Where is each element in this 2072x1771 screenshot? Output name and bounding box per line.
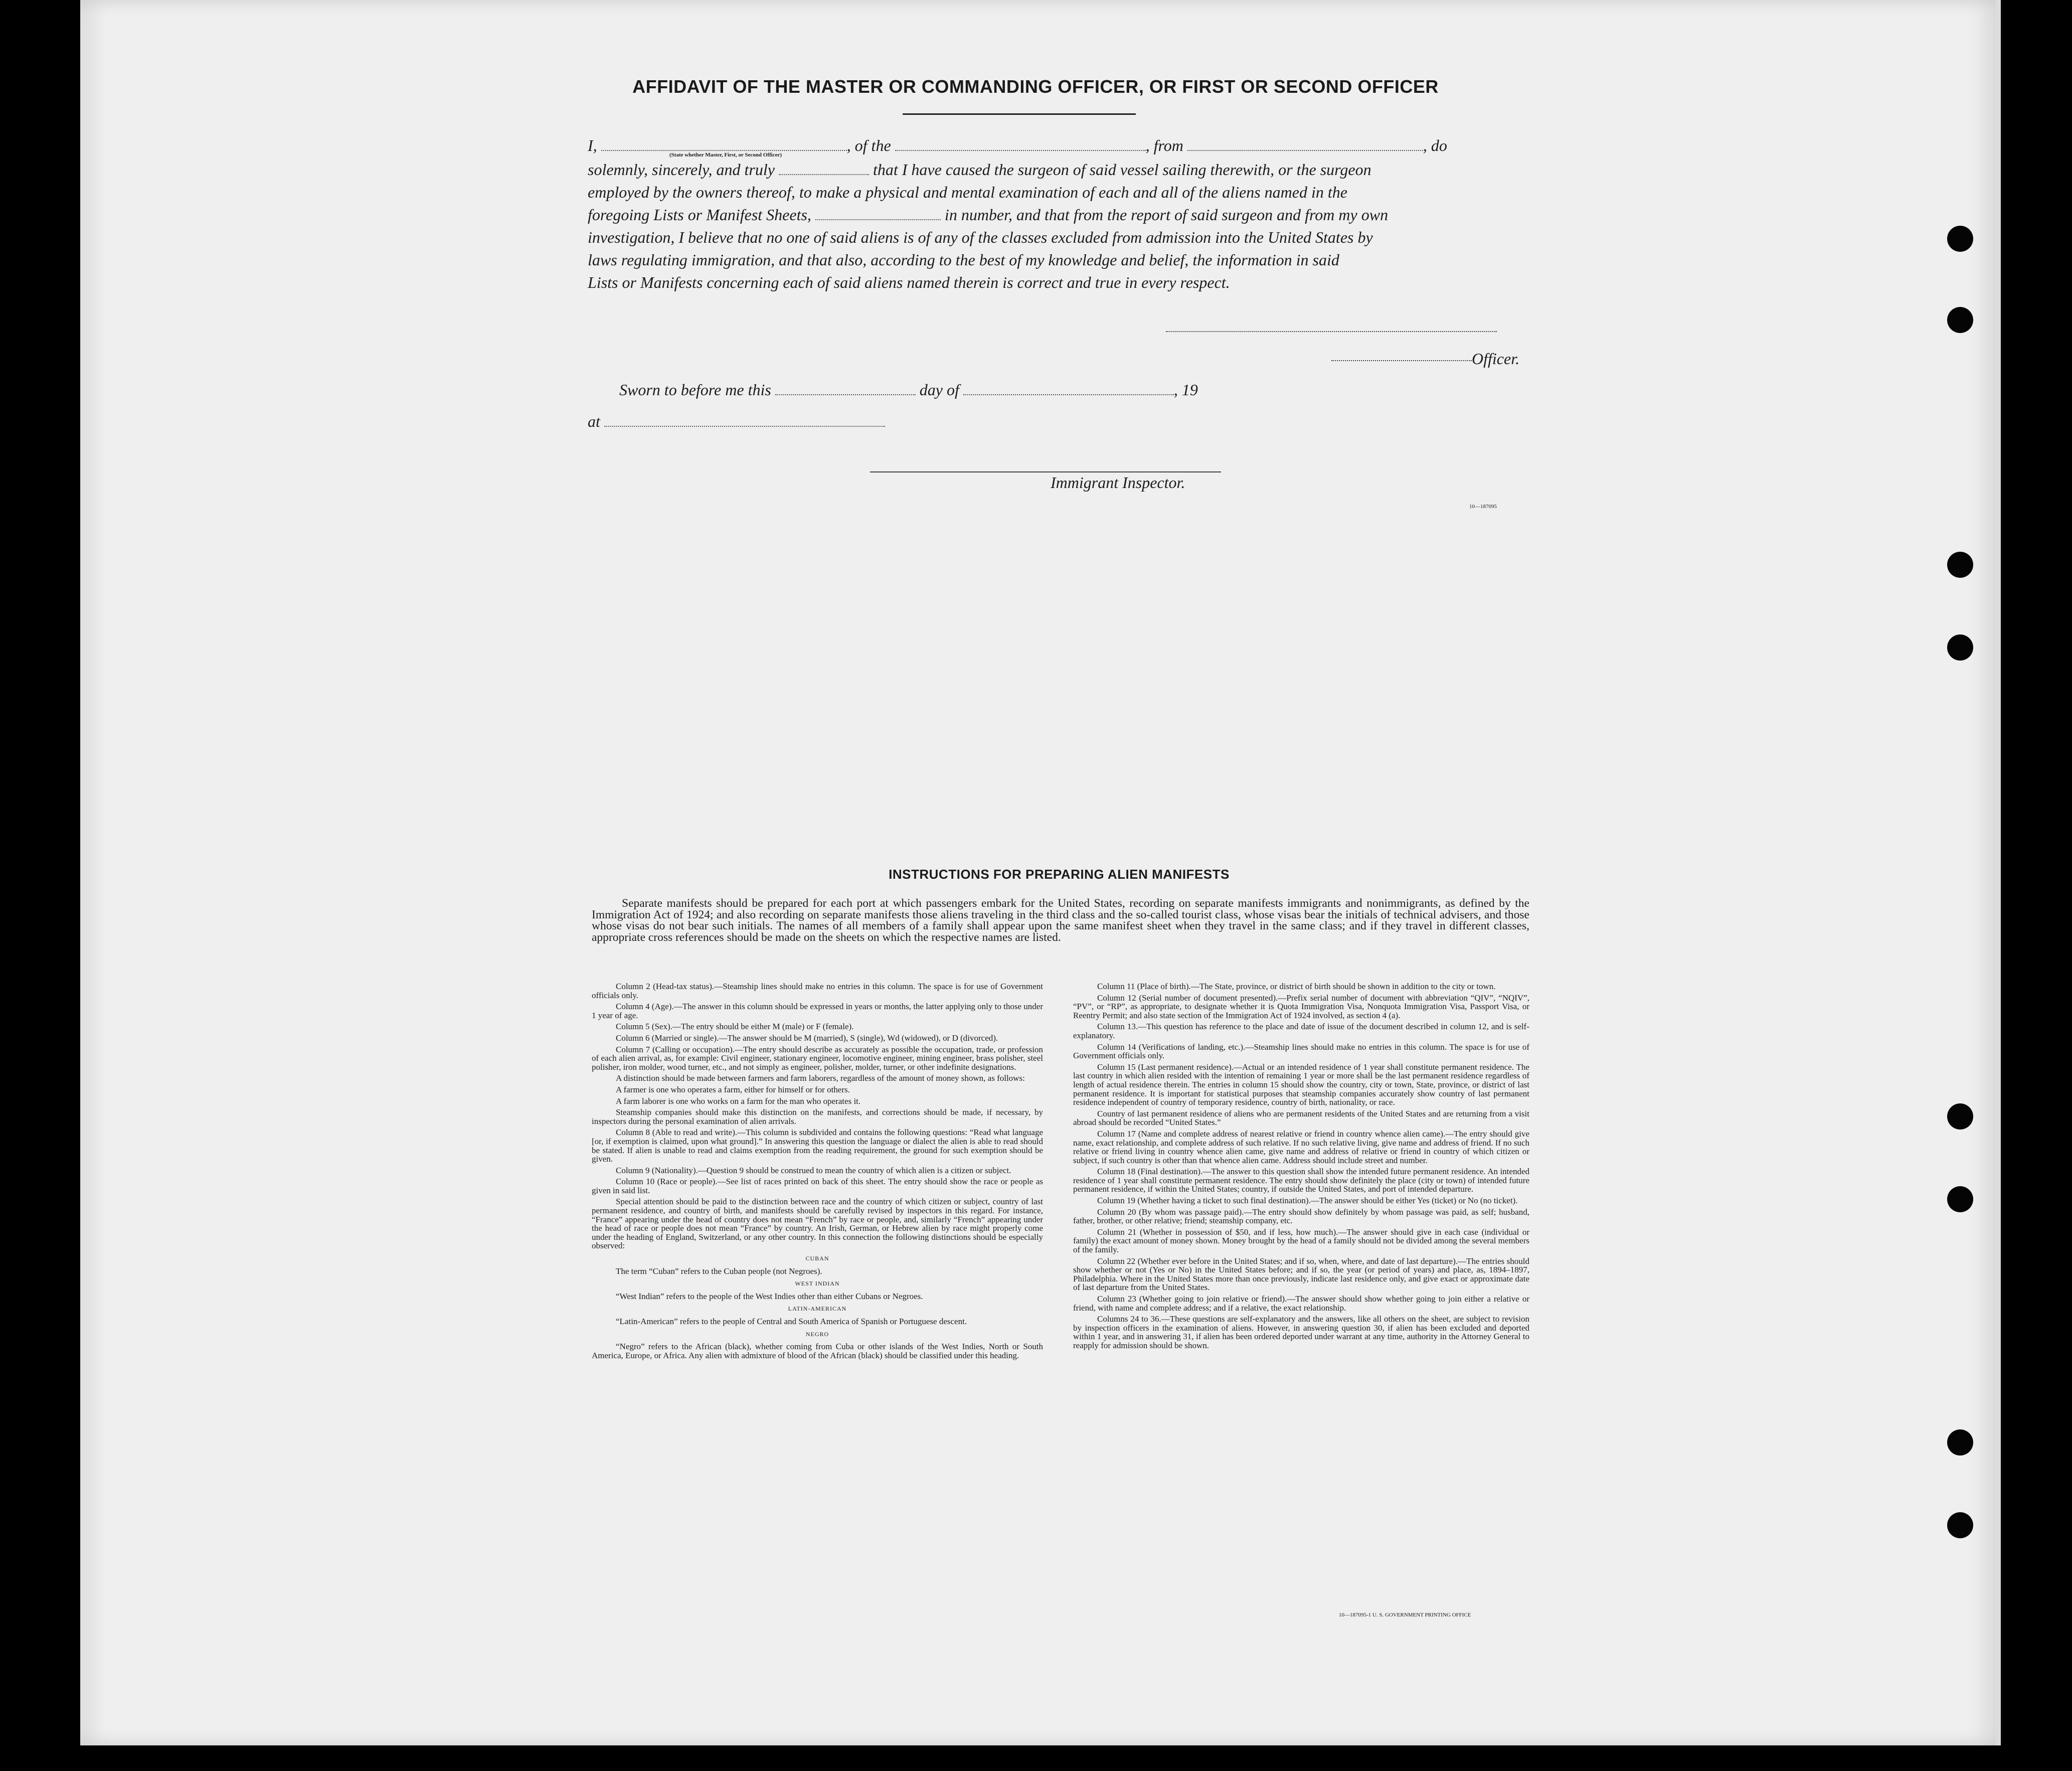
column-label: Column 2 (Head-tax status). (616, 982, 715, 991)
column-text: Special attention should be paid to the distinction between race and the country of which citizen or subject, country of last permanent residence, and country of birth, and manifests should be carefully revised by inspectors in this regard. For instance, “France” appearing under the head of country does not mean “French” by race or people, and, similarly “French” appearing under the head of race or people does not mean “France” by country. An Irish, German, or Hebrew alien by race might properly come under the heading of England, Switzerland, or any other country. In this connection the following distinctions should be especially observed: (592, 1197, 1043, 1251)
right-paragraph (1073, 1167, 1529, 1194)
affidavit-line-2 (588, 159, 1530, 180)
column-text: —Steamship lines should make no entries in this column. The space is for use of Government officials only. (1073, 1042, 1529, 1061)
column-label: Column 13. (1097, 1022, 1138, 1032)
day-of-label: day of (919, 381, 959, 399)
column-label: Column 20 (By whom was passage paid). (1097, 1207, 1244, 1217)
inspector-label: Immigrant Inspector. (1051, 473, 1185, 492)
sworn-month-field[interactable] (963, 381, 1174, 395)
printing-office-footer: 10—187095-1 U. S. GOVERNMENT PRINTING OFFICE (1339, 1612, 1471, 1618)
left-paragraph (592, 1034, 1043, 1043)
column-text: A distinction should be made between farmers and farm laborers, regardless of the amount of money shown, as follows: (616, 1073, 1025, 1083)
right-paragraph (1073, 1208, 1529, 1225)
definition-paragraph (592, 1267, 1043, 1276)
definition-heading: NEGRO (805, 1330, 829, 1338)
column-text: —This column is subdivided and contains the following questions: “Read what language [or, if exemption is claimed, upon what ground].” In answering this question the language or dialect the alien is able to read should be stated. If alien is unable to read and claims exemption from the reading requirement, the ground for such exemption should be given. (592, 1128, 1044, 1164)
column-text: —The answer to this question shall show the intended future permanent residence. An intended residence of 1 year shall constitute permanent residence. The entry should show definitely the place (city or town) of intended future permanent residence, if within the United States; country, if outside the United States, and port of intended departure. (1073, 1167, 1529, 1194)
column-label: Column 22 (Whether ever before in the United States; and if so, when, where, and date of last departure). (1097, 1256, 1458, 1266)
column-text: —Actual or an intended residence of 1 year shall constitute permanent residence. The last country in which alien resided with the intention of remaining 1 year or more shall be the last permanent residence regardless of length of actual residence therein. The entries in column 15 should show the country, city or town, State, province, or district of last permanent residence. It is important for statistical purposes that steamship companies accurately show country of last permanent residence independent of country of temporary residence, country of birth, nationality, or race. (1073, 1062, 1529, 1107)
binder-hole (1947, 1186, 1973, 1212)
sheet-count-field[interactable] (815, 206, 941, 220)
left-paragraph (592, 982, 1043, 1000)
left-paragraph (592, 1177, 1043, 1195)
sworn-label: Sworn to before me this (619, 381, 771, 399)
column-text: —The entry should describe as accurately as possible the occupation, trade, or profession of each alien arrival, as, for example: Civil engineer, stationary engineer, locomotive engineer, mining engineer, brass polisher, steel polisher, iron molder, wood turner, etc., and not simply as engineer, polisher, molder, turner, or other indefinite designations. (592, 1044, 1043, 1072)
affidavit-do: , do (1423, 136, 1447, 154)
right-paragraph (1073, 982, 1529, 991)
column-label: Column 17 (Name and complete address of nearest relative or friend in country whence alien came). (1097, 1129, 1446, 1139)
right-paragraph (1073, 1257, 1529, 1292)
column-label: Column 12 (Serial number of document presented). (1097, 993, 1278, 1003)
left-paragraph (592, 1097, 1043, 1106)
binder-hole (1947, 552, 1973, 578)
column-text: A farmer is one who operates a farm, either for himself or for others. (616, 1084, 850, 1094)
column-label: Column 7 (Calling or occupation). (616, 1044, 735, 1054)
column-label: Column 4 (Age). (616, 1002, 674, 1012)
affidavit-line-7: Lists or Manifests concerning each of said aliens named therein is correct and true in every respect. (588, 273, 1230, 291)
left-paragraph (592, 1045, 1043, 1072)
column-text: —Steamship lines should make no entries in this column. The space is for use of Government officials only. (592, 982, 1043, 1000)
swear-field[interactable] (779, 161, 869, 175)
binder-hole (1947, 634, 1973, 661)
left-paragraph (592, 1128, 1043, 1163)
instructions-intro: Separate manifests should be prepared for each port at which passengers embark for the United States, recording on separate manifests immigrants and nonimmigrants, as defined by the Immigration Act of 1924; and also recording on separate manifests those aliens traveling in the third class and the so-called tourist class, whose visas bear the initials of technical advisers, and those whose visas do not bear such initials. The names of all members of a family shall appear upon the same manifest sheet when they travel in the same class; and if they travel in different classes, appropriate cross references should be made on the sheets on which the respective names are listed. (592, 897, 1529, 944)
column-label: Column 6 (Married or single). (616, 1033, 719, 1043)
column-text: “Latin-American” refers to the people of Central and South America of Spanish or Portuguese descent. (616, 1317, 967, 1326)
affidavit-of-the: , of the (846, 136, 891, 154)
affidavit-line-2-text: that I have caused the surgeon of said vessel sailing therewith, or the surgeon (873, 160, 1371, 179)
column-label: Column 5 (Sex). (616, 1022, 672, 1032)
definition-heading: LATIN-AMERICAN (788, 1305, 847, 1313)
column-text: —Prefix serial number of document with abbreviation “QIV”, “NQIV”, “PV”, or “RP”, as appropriate, to designate whether it is Quota Immigration Visa, Nonquota Immigration Visa, Passport Visa, or Reentry Permit; and also state section of the Immigration Act of 1924 involved, as section 4 (a). (1073, 993, 1529, 1020)
column-text: A farm laborer is one who works on a farm for the man who operates it. (616, 1096, 861, 1106)
column-text: —Question 9 should be construed to mean the country of which alien is a citizen or subject. (698, 1165, 1011, 1175)
binder-hole (1947, 307, 1973, 333)
right-paragraph (1073, 1295, 1529, 1312)
binder-hole (1947, 1429, 1973, 1456)
column-label: Column 21 (Whether in possession of $50, and if less, how much). (1097, 1227, 1338, 1237)
instructions-right-column (1073, 982, 1529, 1353)
affidavit-line-5: investigation, I believe that no one of said aliens is of any of the classes excluded from admission into the United States by (588, 228, 1373, 246)
left-paragraph (592, 1022, 1043, 1031)
right-paragraph (1073, 1109, 1529, 1127)
sworn-line (619, 380, 1271, 400)
column-text: Steamship companies should make this distinction on the manifests, and corrections should be made, if necessary, by inspectors during the personal examination of alien arrivals. (592, 1107, 1043, 1126)
column-text: —This question has reference to the place and date of issue of the document described in column 12, and is self-explanatory. (1073, 1022, 1529, 1040)
affidavit-solemnly: solemnly, sincerely, and truly (588, 160, 775, 179)
column-text: —The entry should give name, exact relationship, and complete address of such relative. If no such relative living, give name and address of friend. If no such relative or friend living in country whence alien came, give name and address of relative or friend in country of which citizen or subject, if such country is other than that whence alien came. Address should include street and number. (1073, 1129, 1530, 1165)
left-paragraph (592, 1197, 1043, 1250)
column-label: Columns 24 to 36. (1097, 1314, 1161, 1324)
definition-paragraph (592, 1317, 1043, 1326)
column-label: Column 18 (Final destination). (1097, 1167, 1203, 1177)
column-text: —The entry should be either M (male) or F (female). (672, 1022, 854, 1032)
right-paragraph (1073, 1315, 1529, 1350)
column-label: Column 14 (Verifications of landing, etc.). (1097, 1042, 1246, 1052)
right-paragraph (1073, 1130, 1529, 1165)
rank-note: (State whether Master, First, or Second Officer) (669, 152, 782, 158)
binder-hole (1947, 226, 1973, 252)
column-text: The term “Cuban” refers to the Cuban people (not Negroes). (616, 1266, 822, 1276)
column-text: —The answer should be either Yes (ticket) or No (no ticket). (1310, 1196, 1518, 1206)
binder-hole (1947, 1512, 1973, 1538)
column-text: —The answer should give in each case (individual or family) the exact amount of money shown. Money brought by the head of a family should not be divided among the several members of the family. (1073, 1227, 1529, 1255)
right-paragraph (1073, 1022, 1529, 1040)
definition-heading: CUBAN (805, 1255, 829, 1262)
port-field[interactable] (1187, 137, 1423, 151)
right-paragraph (1073, 994, 1529, 1020)
left-paragraph (592, 1074, 1043, 1083)
right-paragraph (1073, 1196, 1529, 1205)
affidavit-title: AFFIDAVIT OF THE MASTER OR COMMANDING OFFICER, OR FIRST OR SECOND OFFICER (632, 76, 1439, 97)
column-text: —The answer in this column should be expressed in years or months, the latter applying only to those under 1 year of age. (592, 1002, 1044, 1020)
column-text: —The answer should show whether going to join either a relative or friend, with name and complete address; and if a relative, the exact relationship. (1073, 1294, 1529, 1313)
affidavit-line-4 (588, 205, 1530, 225)
column-text: “West Indian” refers to the people of the West Indies other than either Cubans or Negroes. (616, 1291, 923, 1301)
definition-paragraph (592, 1342, 1043, 1360)
left-paragraph (592, 1108, 1043, 1125)
definition-paragraph (592, 1292, 1043, 1301)
left-paragraph (592, 1166, 1043, 1175)
vessel-name-field[interactable] (895, 137, 1146, 151)
column-label: Column 11 (Place of birth). (1097, 982, 1191, 991)
affidavit-i: I, (588, 136, 597, 154)
column-label: Column 10 (Race or people). (616, 1177, 718, 1187)
title-rule (903, 113, 1136, 115)
officer-rank-field[interactable] (601, 137, 847, 151)
at-label: at (588, 412, 600, 430)
left-paragraph (592, 1002, 1043, 1020)
column-text: —The entry should show definitely by whom passage was paid, as self; husband, father, brother, or other relative; friend; steamship company, etc. (1073, 1207, 1529, 1226)
binder-hole (1947, 1103, 1973, 1130)
left-paragraph (592, 1085, 1043, 1094)
affidavit-line-3: employed by the owners thereof, to make a physical and mental examination of each and all of the aliens named in the (588, 183, 1347, 201)
column-text: —These questions are self-explanatory and the answers, like all others on the sheet, are subject to revision by inspection officers in the examination of aliens. However, in answering question 30, if alien has been excluded and deported within 1 year, and in answering 31, if alien has been ordered deported under warrant at any time, authority in the Attorney General to reapply for admission should be shown. (1073, 1314, 1529, 1350)
affidavit-line-6: laws regulating immigration, and that also, according to the best of my knowledge and belief, the information in said (588, 251, 1339, 269)
right-paragraph (1073, 1228, 1529, 1254)
column-text: —The State, province, or district of birth should be shown in addition to the city or town. (1190, 982, 1496, 991)
column-label: Column 9 (Nationality). (616, 1165, 698, 1175)
right-paragraph (1073, 1063, 1529, 1107)
column-label: Column 15 (Last permanent residence). (1097, 1062, 1234, 1072)
column-text: “Negro” refers to the African (black), whether coming from Cuba or other islands of the West Indies, North or South America, Europe, or Africa. Any alien with admixture of blood of the African (black) should be classified under this heading. (592, 1342, 1043, 1360)
right-paragraph (1073, 1043, 1529, 1060)
column-text: Country of last permanent residence of aliens who are permanent residents of the United States and are returning from a visit abroad should be recorded “United States.” (1073, 1108, 1529, 1128)
sworn-place-field[interactable] (604, 413, 885, 427)
column-label: Column 23 (Whether going to join relative or friend). (1097, 1294, 1287, 1304)
form-code: 10—187095 (1469, 504, 1497, 510)
column-text: —The entries should show whether or not (Yes or No) in the United States before; and if so, the year (or period of years) and place, as, 1894–1897, Philadelphia. Where in the United States more than once previously, indicate last residence only, and give exact or approximate date of last departure from the United States. (1073, 1256, 1529, 1293)
affidavit-line-4b: in number, and that from the report of said surgeon and from my own (944, 206, 1389, 224)
instructions-left-column (592, 982, 1043, 1362)
affidavit-from: , from (1145, 136, 1183, 154)
officer-label: Officer. (1472, 350, 1520, 368)
instructions-title: INSTRUCTIONS FOR PREPARING ALIEN MANIFESTS (889, 867, 1230, 882)
year-label: , 19 (1173, 381, 1198, 399)
sworn-day-field[interactable] (775, 381, 916, 395)
column-label: Column 8 (Able to read and write). (616, 1128, 738, 1138)
column-label: Column 19 (Whether having a ticket to such final destination). (1097, 1196, 1311, 1206)
definition-heading: WEST INDIAN (795, 1280, 840, 1287)
officer-signature-line[interactable] (1166, 331, 1497, 332)
affidavit-line-4a: foregoing Lists or Manifest Sheets, (588, 206, 811, 224)
column-text: —The answer should be M (married), S (single), Wd (widowed), or D (divorced). (719, 1033, 998, 1043)
at-line (588, 411, 939, 431)
column-text: —See list of races printed on back of this sheet. The entry should show the race or people as given in said list. (592, 1177, 1043, 1195)
officer-title-line[interactable] (1331, 360, 1472, 361)
page-edge (1996, 0, 2001, 1745)
